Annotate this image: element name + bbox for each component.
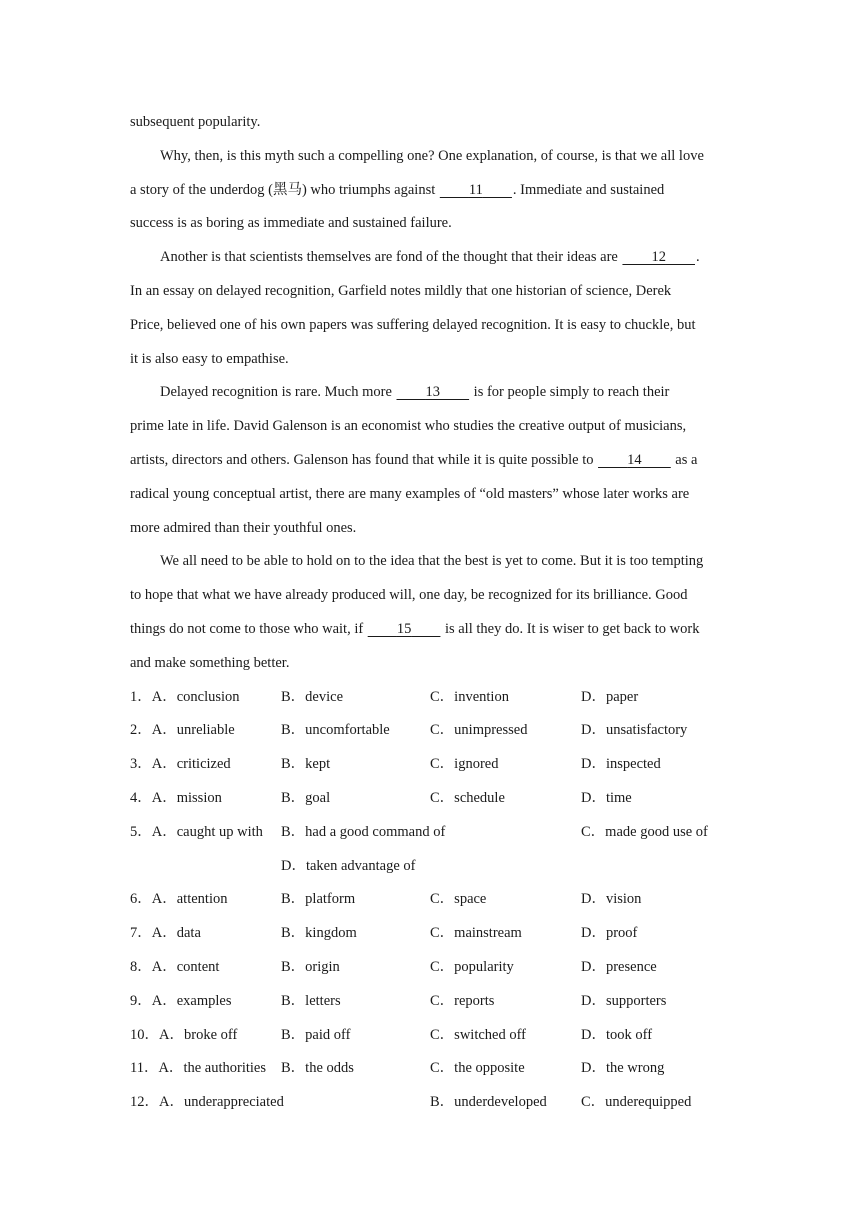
- question-row: [130, 818, 730, 852]
- option-d[interactable]: D．vision: [581, 891, 642, 908]
- option-a[interactable]: 11．A．the authorities: [130, 1060, 266, 1077]
- option-d[interactable]: D．paper: [581, 688, 639, 705]
- passage-line: more admired than their youthful ones.: [130, 519, 357, 536]
- option-b[interactable]: B．origin: [281, 958, 340, 975]
- option-a[interactable]: 3．A．criticized: [130, 756, 231, 773]
- passage-line: Another is that scientists themselves are fond of the thought that their ideas are 12 .: [130, 243, 730, 277]
- option-b[interactable]: B．had a good command of: [281, 823, 446, 840]
- option-d[interactable]: D．taken advantage of: [281, 857, 416, 874]
- option-d[interactable]: D．time: [581, 789, 632, 806]
- answer-blank: 14: [627, 451, 642, 468]
- question-row: [130, 953, 730, 987]
- option-b[interactable]: B．letters: [281, 992, 341, 1009]
- option-d[interactable]: D．proof: [581, 925, 638, 942]
- option-d[interactable]: D．presence: [581, 958, 657, 975]
- passage-line: artists, directors and others. Galenson has found that while it is quite possible to 14 as a: [130, 446, 730, 480]
- question-row: [130, 1054, 730, 1088]
- question-row: [130, 987, 730, 1021]
- option-d[interactable]: D．supporters: [581, 992, 667, 1009]
- option-b[interactable]: B．goal: [281, 789, 331, 806]
- question-row: [130, 885, 730, 919]
- answer-blank: 12: [651, 249, 666, 266]
- question-row: [130, 750, 730, 784]
- option-a[interactable]: 10．A．broke off: [130, 1026, 238, 1043]
- option-c[interactable]: C．schedule: [430, 789, 505, 806]
- option-a[interactable]: 5．A．caught up with: [130, 823, 263, 840]
- option-a[interactable]: 6．A．attention: [130, 891, 228, 908]
- option-b[interactable]: B．uncomfortable: [281, 722, 390, 739]
- option-c[interactable]: C．reports: [430, 992, 495, 1009]
- option-a[interactable]: 1．A．conclusion: [130, 688, 240, 705]
- option-d[interactable]: D．took off: [581, 1026, 653, 1043]
- option-b[interactable]: B．platform: [281, 891, 356, 908]
- option-a[interactable]: 2．A．unreliable: [130, 722, 235, 739]
- passage-line: We all need to be able to hold on to the idea that the best is yet to come. But it is too tempting: [160, 553, 704, 570]
- question-row: [130, 784, 730, 818]
- passage-line: it is also easy to empathise.: [130, 350, 289, 367]
- option-a[interactable]: 4．A．mission: [130, 789, 222, 806]
- option-c[interactable]: C．unimpressed: [430, 722, 528, 739]
- answer-blank: 15: [396, 620, 412, 637]
- option-b[interactable]: B．kingdom: [281, 925, 357, 942]
- passage-line: Delayed recognition is rare. Much more 13 is for people simply to reach their: [130, 378, 730, 412]
- option-d[interactable]: D．the wrong: [581, 1060, 665, 1077]
- option-c[interactable]: C．space: [430, 891, 487, 908]
- document-page: [130, 108, 730, 1122]
- passage-line: prime late in life. David Galenson is an economist who studies the creative output of musicians,: [130, 418, 687, 435]
- option-c[interactable]: C．switched off: [430, 1026, 526, 1043]
- passage-line: Price, believed one of his own papers was suffering delayed recognition. It is easy to chuckle, but: [130, 316, 696, 333]
- option-c[interactable]: C．mainstream: [430, 925, 522, 942]
- question-row: [130, 1021, 730, 1055]
- option-a[interactable]: 9．A．examples: [130, 992, 232, 1009]
- question-row: [130, 683, 730, 717]
- option-a[interactable]: 8．A．content: [130, 958, 220, 975]
- option-c[interactable]: C．invention: [430, 688, 509, 705]
- option-b[interactable]: B．kept: [281, 756, 331, 773]
- question-row: [130, 1088, 730, 1122]
- option-d[interactable]: D．inspected: [581, 756, 661, 773]
- passage-line: Why, then, is this myth such a compelling one? One explanation, of course, is that we all love: [160, 147, 704, 164]
- passage-line: success is as boring as immediate and sustained failure.: [130, 215, 452, 232]
- option-b[interactable]: B．device: [281, 688, 344, 705]
- option-a[interactable]: 7．A．data: [130, 925, 201, 942]
- option-a[interactable]: 12．A．underappreciated: [130, 1094, 284, 1111]
- passage-line: In an essay on delayed recognition, Garfield notes mildly that one historian of science, Derek: [130, 282, 672, 299]
- question-row: [130, 716, 730, 750]
- question-row: [130, 919, 730, 953]
- option-d[interactable]: D．unsatisfactory: [581, 722, 688, 739]
- option-b[interactable]: B．underdeveloped: [430, 1094, 547, 1111]
- option-c[interactable]: C．popularity: [430, 958, 514, 975]
- option-c[interactable]: C．underequipped: [581, 1094, 692, 1111]
- passage-line: to hope that what we have already produced will, one day, be recognized for its brilliance. Good: [130, 587, 688, 604]
- option-c[interactable]: C．the opposite: [430, 1060, 525, 1077]
- answer-blank: 11: [468, 181, 483, 198]
- passage-line: subsequent popularity.: [130, 114, 261, 130]
- option-c[interactable]: C．ignored: [430, 756, 499, 773]
- option-b[interactable]: B．paid off: [281, 1026, 351, 1043]
- passage-line: radical young conceptual artist, there are many examples of “old masters” whose later works are: [130, 485, 690, 502]
- answer-blank: 13: [425, 384, 441, 401]
- option-b[interactable]: B．the odds: [281, 1060, 354, 1077]
- question-row: [130, 852, 730, 886]
- passage-line: a story of the underdog (黑马) who triumphs against 11 . Immediate and sustained: [130, 176, 730, 210]
- option-c[interactable]: C．made good use of: [581, 823, 708, 840]
- passage-line: things do not come to those who wait, if 15 is all they do. It is wiser to get back to work: [130, 615, 730, 649]
- passage-line: and make something better.: [130, 654, 290, 671]
